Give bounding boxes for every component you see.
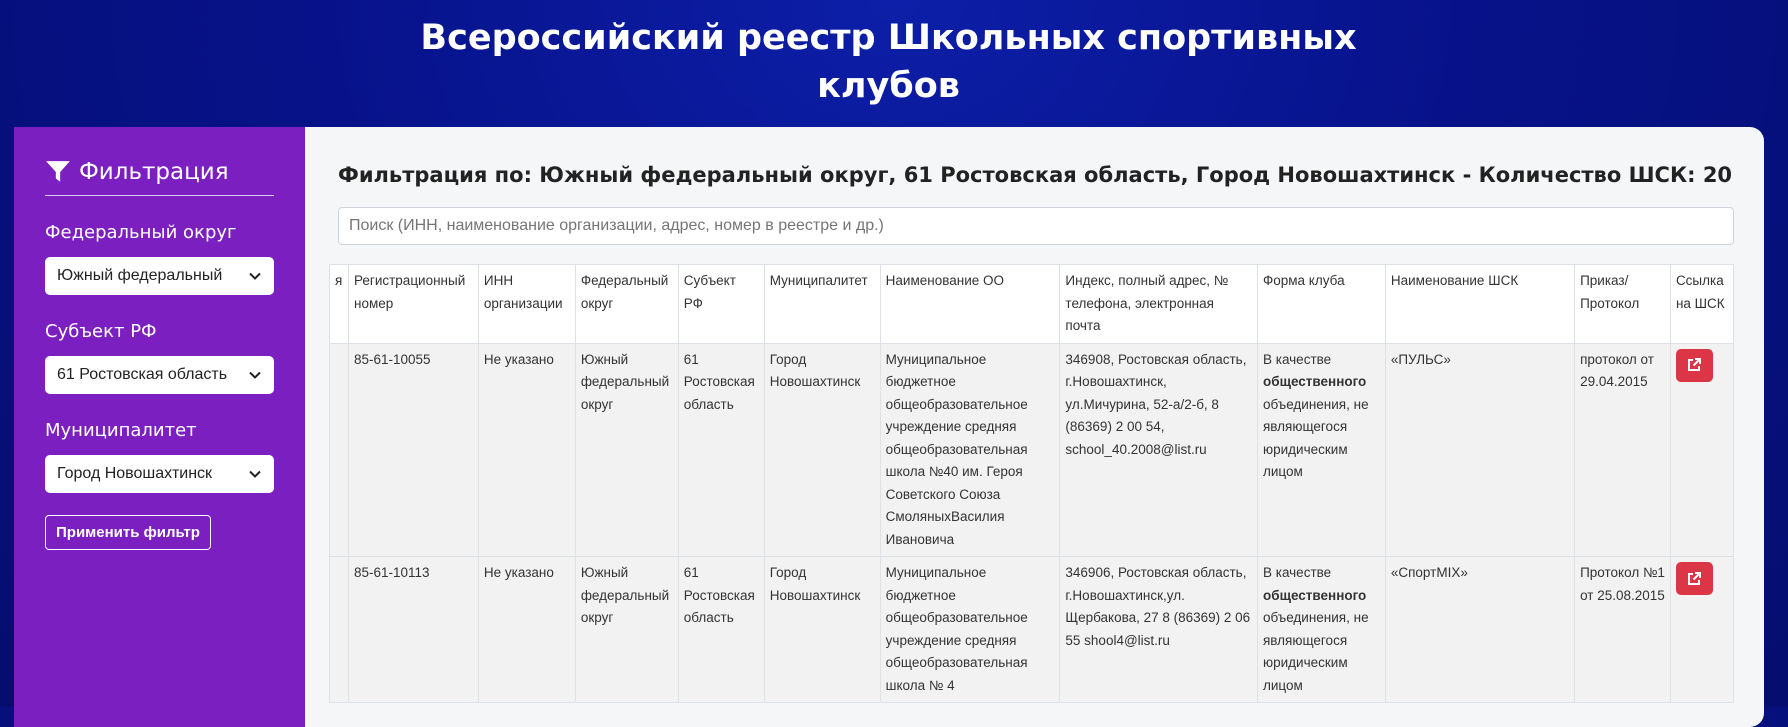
cell-subject: 61 Ростовская область: [678, 343, 764, 557]
filter-sidebar: [14, 127, 305, 727]
cell-reg: 85-61-10113: [348, 557, 478, 703]
col-header-district: Федеральный округ: [575, 265, 678, 344]
cell-inn: Не указано: [478, 343, 575, 557]
form-text-post: объединения, не являющегося юридическим лицом: [1262, 396, 1369, 479]
cell-club: «ПУЛЬС»: [1385, 343, 1574, 557]
cell-address: 346906, Ростовская область, г.Новошахтинск,ул. Щербакова, 27 8 (86369) 2 06 55 shool4@list.ru: [1060, 557, 1258, 703]
cell-subject: 61 Ростовская область: [678, 557, 764, 703]
chevron-down-icon: [248, 467, 262, 481]
district-label: Федеральный округ: [45, 222, 237, 243]
cell-org: Муниципальное бюджетное общеобразовательное учреждение средняя общеобразовательная школа №40 им. Героя Советского Союза СмоляныхВасилия Ивановича: [880, 343, 1060, 557]
cell-inn: Не указано: [478, 557, 575, 703]
form-text-bold: общественного: [1262, 374, 1367, 389]
cell-order: Протокол №1 от 25.08.2015: [1575, 557, 1671, 703]
search-input[interactable]: [338, 207, 1734, 245]
col-header-order: Приказ/ Протокол: [1575, 265, 1671, 344]
col-header-inn: ИНН организации: [478, 265, 575, 344]
sidebar-title: [45, 159, 274, 196]
cell-reg: 85-61-10055: [348, 343, 478, 557]
open-club-link-button[interactable]: [1676, 349, 1713, 382]
cell-district: Южный федеральный округ: [575, 343, 678, 557]
page-title-line1: Всероссийский реестр Школьных спортивных: [420, 18, 1357, 58]
col-header-subject: Субъект РФ: [678, 265, 764, 344]
col-header-number: я: [330, 265, 349, 344]
chevron-down-icon: [248, 269, 262, 283]
col-header-municipality: Муниципалитет: [764, 265, 880, 344]
cell-link: [1670, 343, 1733, 557]
cell-district: Южный федеральный округ: [575, 557, 678, 703]
subject-select-value: 61 Ростовская область: [57, 366, 228, 383]
main-content: [305, 127, 1764, 727]
municipality-label: Муниципалитет: [45, 420, 197, 441]
sidebar-title-label: Фильтрация: [79, 159, 229, 185]
cell-club: «СпортMIX»: [1385, 557, 1574, 703]
open-club-link-button[interactable]: [1676, 562, 1713, 595]
cell-address: 346908, Ростовская область, г.Новошахтинск, ул.Мичурина, 52-а/2-б, 8 (86369) 2 00 54, school_40.2008@list.ru: [1060, 343, 1258, 557]
district-select[interactable]: [45, 257, 274, 295]
filter-heading: Фильтрация по: Южный федеральный округ, 61 Ростовская область, Город Новошахтинск - Количество ШСК: 20: [338, 163, 1733, 187]
district-select-value: Южный федеральный: [57, 267, 223, 284]
col-header-org: Наименование ОО: [880, 265, 1060, 344]
cell-order: протокол от 29.04.2015: [1575, 343, 1671, 557]
form-text-pre: В качестве: [1262, 351, 1332, 367]
table-container: [335, 264, 1734, 703]
cell-municipality: Город Новошахтинск: [764, 343, 880, 557]
col-header-address: Индекс, полный адрес, № телефона, электронная почта: [1060, 265, 1258, 344]
municipality-select[interactable]: [45, 455, 274, 493]
page-title: [0, 14, 1777, 110]
cell-link: [1670, 557, 1733, 703]
table-row: [330, 343, 1734, 557]
cell-form: [1257, 343, 1385, 557]
page-title-line2: клубов: [817, 66, 960, 106]
form-text-bold: общественного: [1262, 587, 1367, 603]
subject-label: Субъект РФ: [45, 321, 157, 342]
cell-org: Муниципальное бюджетное общеобразовательное учреждение средняя общеобразовательная школа № 4: [880, 557, 1060, 703]
col-header-club: Наименование ШСК: [1385, 265, 1574, 344]
cell-form: [1257, 557, 1385, 703]
col-header-link: Ссылка на ШСК: [1670, 265, 1733, 344]
funnel-icon: [45, 160, 71, 184]
content-panel: [14, 127, 1764, 727]
cell-number: [330, 343, 349, 557]
external-link-icon: [1686, 357, 1702, 373]
col-header-reg: Регистрационный номер: [348, 265, 478, 344]
external-link-icon: [1686, 571, 1702, 587]
form-text-pre: В качестве: [1262, 565, 1332, 580]
registry-table: [329, 264, 1734, 703]
municipality-select-value: Город Новошахтинск: [57, 465, 213, 482]
chevron-down-icon: [248, 368, 262, 382]
subject-select[interactable]: [45, 356, 274, 394]
form-text-post: объединения, не являющегося юридическим лицом: [1262, 610, 1369, 693]
table-row: [330, 557, 1734, 703]
apply-filter-button[interactable]: Применить фильтр: [45, 515, 211, 550]
cell-municipality: Город Новошахтинск: [764, 557, 880, 703]
col-header-form: Форма клуба: [1257, 265, 1385, 344]
cell-number: [330, 557, 349, 703]
table-header-row: [330, 265, 1734, 344]
